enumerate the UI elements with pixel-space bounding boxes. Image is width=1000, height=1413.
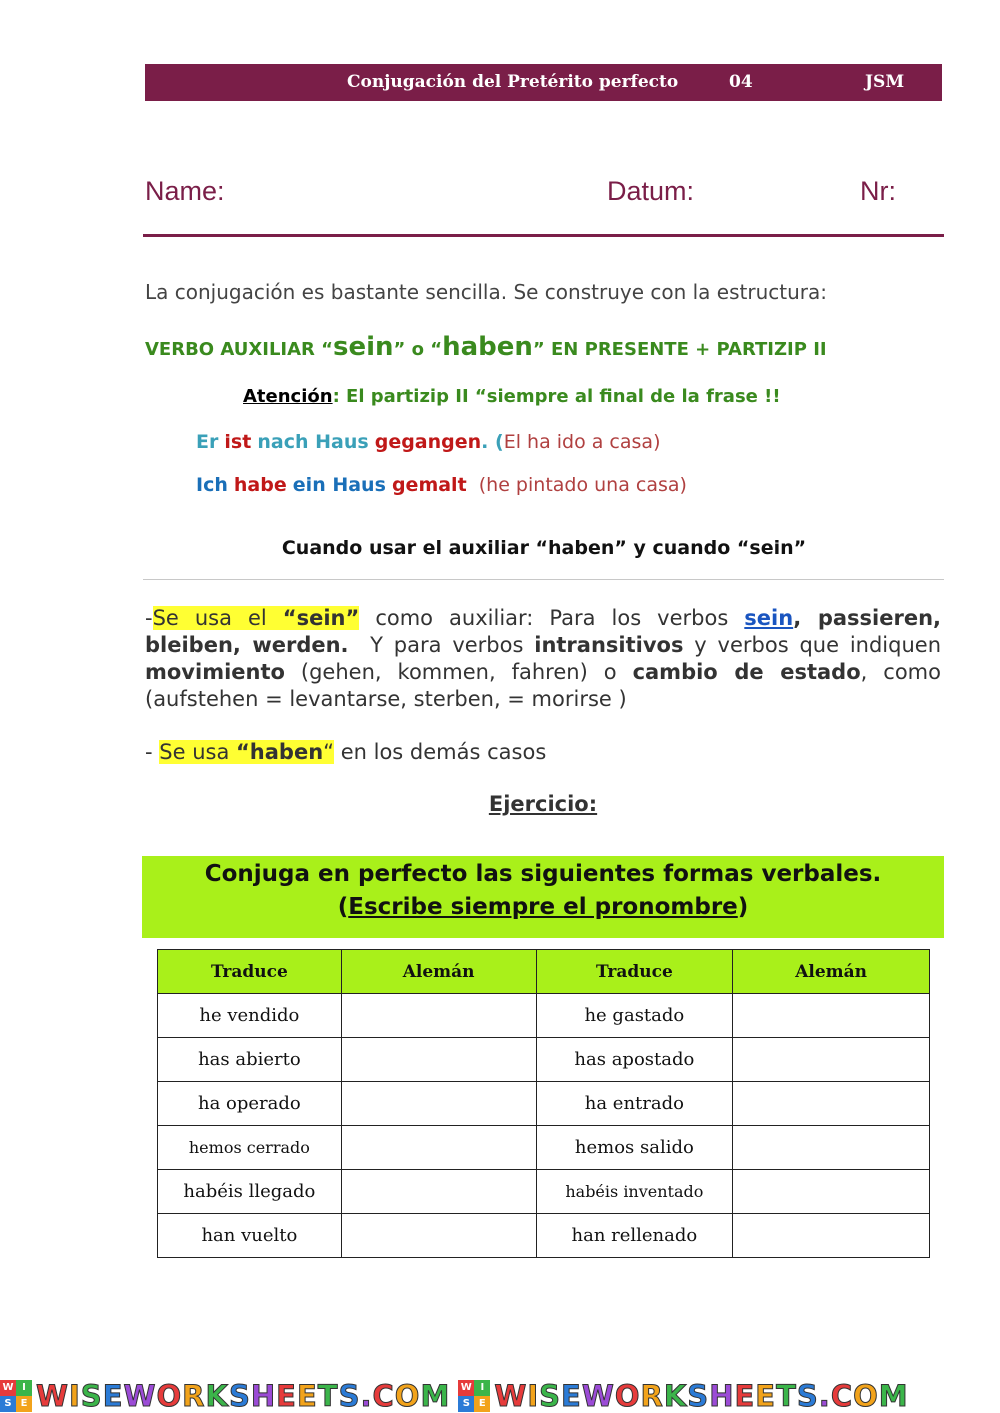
- answer-cell[interactable]: [341, 1170, 536, 1214]
- watermark-letter: O: [853, 1378, 879, 1413]
- watermark-letter: E: [755, 1378, 777, 1413]
- watermark-letter: T: [317, 1378, 339, 1413]
- instruction-open: (: [337, 894, 349, 920]
- exercise-label: Ejercicio:: [488, 792, 598, 816]
- sein-link[interactable]: sein: [744, 606, 794, 630]
- formula-part1: VERBO AUXILIAR “: [145, 339, 333, 360]
- attention-note: [243, 386, 781, 407]
- table-row: [158, 1082, 930, 1126]
- answer-cell[interactable]: [341, 994, 536, 1038]
- instruction-line-1: Conjuga en perfecto las siguientes formas verbales.: [204, 861, 882, 887]
- watermark-letter: W: [494, 1378, 528, 1413]
- worksheet-author: JSM: [865, 72, 905, 92]
- watermark-letter: E: [276, 1378, 297, 1413]
- formula-haben: haben: [442, 332, 533, 362]
- spanish-form: has abierto: [158, 1038, 342, 1082]
- watermark-letter: I: [69, 1378, 81, 1413]
- spanish-form: he gastado: [536, 994, 733, 1038]
- rule-highlight-end: “: [323, 740, 335, 764]
- answer-cell[interactable]: [733, 1038, 930, 1082]
- rule-bold-4: cambio de estado: [632, 660, 861, 684]
- rule-text-2: Y para verbos: [348, 633, 535, 657]
- rule-bold-3: movimiento: [145, 660, 285, 684]
- example-aux: habe: [233, 474, 287, 496]
- rule-text: en los demás casos: [334, 740, 547, 764]
- worksheet-code: 04: [729, 72, 753, 92]
- rule-bold-2: intransitivos: [534, 633, 684, 657]
- example-translation: (he pintado una casa): [478, 474, 687, 496]
- answer-cell[interactable]: [341, 1126, 536, 1170]
- watermark-letter: .: [818, 1378, 831, 1413]
- rule-highlight-text: Se usa el: [152, 606, 283, 630]
- watermark-letter: S: [338, 1378, 361, 1413]
- watermark-letter: M: [878, 1378, 909, 1413]
- header-traduce: Traduce: [158, 950, 342, 994]
- spanish-form: ha operado: [158, 1082, 342, 1126]
- watermark-letter: C: [372, 1378, 395, 1413]
- example-sentence-2: [196, 474, 687, 496]
- spanish-form: han vuelto: [158, 1214, 342, 1258]
- example-middle: nach Haus: [257, 431, 369, 453]
- answer-cell[interactable]: [341, 1214, 536, 1258]
- attention-word: Atención: [243, 386, 333, 407]
- watermark-letter: W: [36, 1378, 69, 1413]
- watermark-letter: I: [527, 1378, 540, 1413]
- watermark-letter: E: [561, 1378, 582, 1413]
- logo-icon: W I S E: [458, 1380, 490, 1412]
- watermark-letter: H: [709, 1378, 735, 1413]
- rule-haben-paragraph: [145, 740, 546, 764]
- table-header-row: [158, 950, 930, 994]
- watermark-letter: H: [250, 1378, 277, 1413]
- example-middle: ein Haus: [292, 474, 386, 496]
- table-row: [158, 1038, 930, 1082]
- watermark-letter: S: [539, 1378, 561, 1413]
- rule-text-5: , como (aufstehen = levantarse, sterben, = morirse ): [145, 660, 941, 711]
- example-participle: gemalt: [391, 474, 467, 496]
- example-participle: gegangen: [374, 431, 482, 453]
- rule-dash: -: [145, 740, 160, 764]
- watermark-letter: E: [102, 1378, 124, 1413]
- spanish-form: he vendido: [158, 994, 342, 1038]
- header-divider: [143, 234, 944, 237]
- answer-cell[interactable]: [733, 1214, 930, 1258]
- watermark-letter: O: [394, 1378, 421, 1413]
- header-aleman: Alemán: [733, 950, 930, 994]
- watermark-letter: R: [640, 1378, 664, 1413]
- watermark-letter: K: [205, 1378, 229, 1413]
- spanish-form: hemos cerrado: [158, 1126, 342, 1170]
- example-punct: [467, 474, 479, 496]
- watermark-letter: R: [182, 1378, 206, 1413]
- spanish-form: han rellenado: [536, 1214, 733, 1258]
- exercise-table: [157, 949, 930, 1258]
- rule-highlight: [159, 740, 334, 764]
- instruction-line-2: [142, 891, 944, 924]
- date-label: Datum:: [607, 176, 695, 206]
- instruction-close: ): [737, 894, 749, 920]
- rule-bold-1: , passieren, bleiben, werden.: [145, 606, 941, 657]
- rule-highlight-text: Se usa: [159, 740, 236, 764]
- watermark-footer: [0, 1378, 1000, 1413]
- example-sentence-1: [196, 431, 660, 453]
- rule-sein-paragraph: [145, 605, 941, 713]
- logo-icon: W I S E: [0, 1380, 32, 1412]
- spanish-form: habéis llegado: [158, 1170, 342, 1214]
- watermark-letter: .: [360, 1378, 373, 1413]
- header-traduce: Traduce: [536, 950, 733, 994]
- watermark-text: [36, 1379, 450, 1413]
- watermark-letter: S: [687, 1378, 710, 1413]
- attention-text: : El partizip II “siempre al final de la frase !!: [332, 386, 781, 407]
- table-row: [158, 1170, 930, 1214]
- watermark-letter: O: [156, 1378, 183, 1413]
- section-subheading: Cuando usar el auxiliar “haben” y cuando “sein”: [281, 537, 807, 559]
- watermark-letter: O: [614, 1378, 641, 1413]
- header-aleman: Alemán: [341, 950, 536, 994]
- watermark-letter: S: [80, 1378, 103, 1413]
- answer-cell[interactable]: [341, 1082, 536, 1126]
- watermark-letter: S: [796, 1378, 819, 1413]
- watermark-letter: C: [830, 1378, 854, 1413]
- formula-sein: sein: [333, 332, 394, 362]
- answer-cell[interactable]: [733, 1126, 930, 1170]
- spanish-form: has apostado: [536, 1038, 733, 1082]
- spanish-form: ha entrado: [536, 1082, 733, 1126]
- answer-cell[interactable]: [733, 1082, 930, 1126]
- example-aux: ist: [224, 431, 252, 453]
- table-row: [158, 1214, 930, 1258]
- rule-dash: -: [145, 606, 153, 630]
- rule-highlight-bold: “sein”: [282, 606, 360, 630]
- rule-text-1: como auxiliar: Para los verbos: [359, 606, 745, 630]
- rule-text-4: (gehen, kommen, fahren) o: [284, 660, 633, 684]
- formula-part2: ” o “: [393, 339, 443, 360]
- formula-part3: ” EN PRESENTE + PARTIZIP II: [532, 339, 827, 360]
- formula-line: [145, 332, 827, 362]
- watermark-letter: T: [776, 1378, 797, 1413]
- spanish-form: hemos salido: [536, 1126, 733, 1170]
- watermark-letter: E: [296, 1378, 318, 1413]
- watermark-letter: W: [581, 1378, 615, 1413]
- watermark-logo: [458, 1379, 908, 1413]
- answer-cell[interactable]: [733, 1170, 930, 1214]
- table-row: [158, 1126, 930, 1170]
- example-subject: Ich: [196, 474, 228, 496]
- rule-highlight: [153, 606, 360, 630]
- watermark-letter: S: [228, 1378, 251, 1413]
- example-punct: . (: [481, 431, 504, 453]
- worksheet-title: Conjugación del Pretérito perfecto: [347, 72, 679, 92]
- instruction-box: [142, 856, 944, 938]
- watermark-letter: W: [123, 1378, 157, 1413]
- name-label: Name:: [145, 176, 225, 206]
- watermark-letter: E: [734, 1378, 756, 1413]
- section-divider: [143, 579, 944, 580]
- number-label: Nr:: [860, 176, 896, 206]
- watermark-letter: K: [663, 1378, 688, 1413]
- answer-cell[interactable]: [341, 1038, 536, 1082]
- rule-text-3: y verbos que indiquen: [683, 633, 941, 657]
- instruction-underlined: Escribe siempre el pronombre: [348, 894, 738, 920]
- spanish-form: habéis inventado: [536, 1170, 733, 1214]
- header-bar: [145, 64, 942, 101]
- watermark-letter: M: [420, 1378, 451, 1413]
- intro-text: La conjugación es bastante sencilla. Se construye con la estructura:: [145, 280, 827, 304]
- example-translation: El ha ido a casa): [503, 431, 661, 453]
- watermark-text: [494, 1379, 908, 1413]
- answer-cell[interactable]: [733, 994, 930, 1038]
- example-subject: Er: [196, 431, 219, 453]
- rule-highlight-bold: “haben: [236, 740, 324, 764]
- table-row: [158, 994, 930, 1038]
- watermark-logo: [0, 1379, 450, 1413]
